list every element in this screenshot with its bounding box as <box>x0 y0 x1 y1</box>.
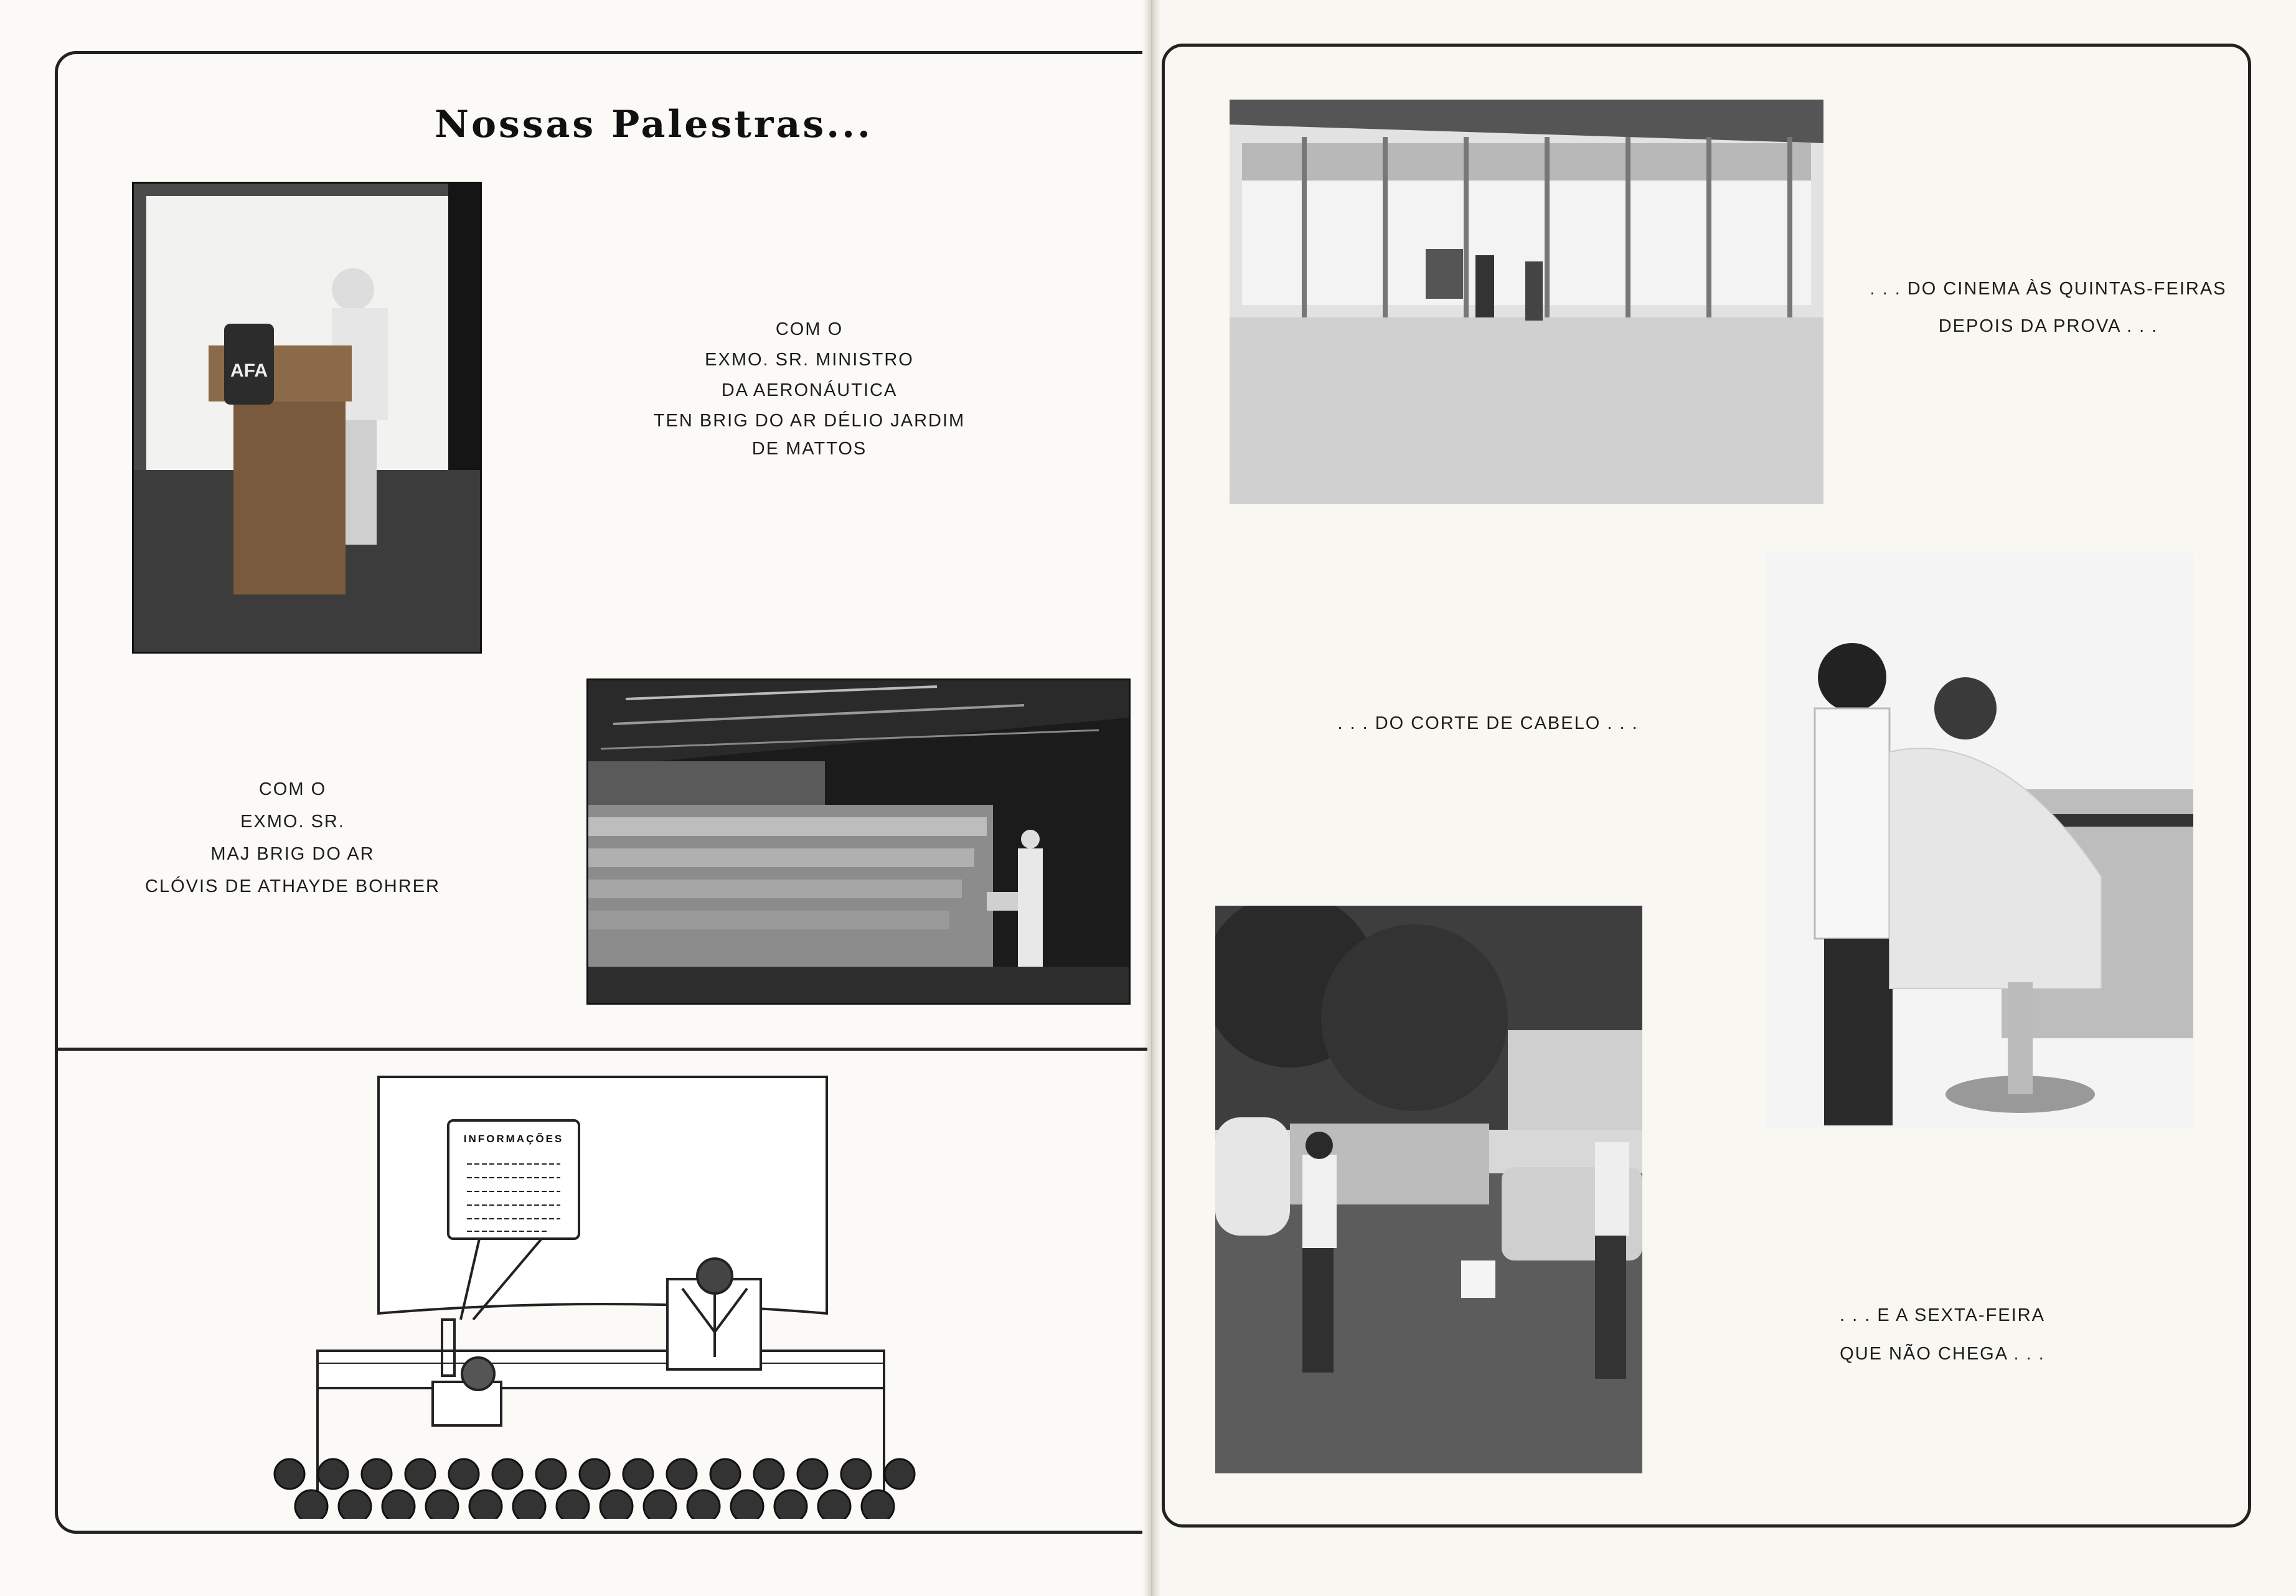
caption-line: TEN BRIG DO AR DÉLIO JARDIM <box>653 411 966 431</box>
caption-cinema <box>1843 270 2254 345</box>
section-divider <box>55 1048 1147 1051</box>
caption-line: EXMO. SR. MINISTRO <box>705 350 914 370</box>
photo-cadets-parking <box>1215 906 1642 1473</box>
caption-line: MAJ BRIG DO AR <box>210 844 375 864</box>
page-title: Nossas Palestras... <box>435 103 873 146</box>
caption-line: . . . DO CINEMA ÀS QUINTAS-FEIRAS <box>1870 279 2227 299</box>
photo-speaker-podium <box>132 182 482 654</box>
caption-line: DA AERONÁUTICA <box>721 380 898 400</box>
caption-line: COM O <box>258 779 327 799</box>
caption-line: DEPOIS DA PROVA . . . <box>1938 316 2158 336</box>
caption-bohrer <box>100 773 486 903</box>
caption-line: COM O <box>775 319 844 339</box>
cartoon-lecture-illustration <box>268 1071 928 1519</box>
photo-auditorium <box>586 678 1131 1005</box>
caption-line: DE MATTOS <box>751 439 867 459</box>
photo-haircut <box>1765 553 2193 1128</box>
caption-line: CLÓVIS DE ATHAYDE BOHRER <box>145 876 440 896</box>
caption-line: . . . E A SEXTA-FEIRA <box>1840 1305 2045 1325</box>
caption-friday <box>1781 1296 2104 1373</box>
photo-cinema-building <box>1230 100 1823 504</box>
cartoon-board-title: INFORMAÇÕES <box>463 1133 564 1145</box>
caption-haircut <box>1332 708 1644 739</box>
caption-line: . . . DO CORTE DE CABELO . . . <box>1337 713 1639 733</box>
caption-minister <box>623 314 996 461</box>
podium-logo: AFA <box>230 360 268 381</box>
caption-line: EXMO. SR. <box>240 812 345 832</box>
book-gutter <box>1143 0 1160 1596</box>
caption-line: QUE NÃO CHEGA . . . <box>1840 1344 2045 1364</box>
